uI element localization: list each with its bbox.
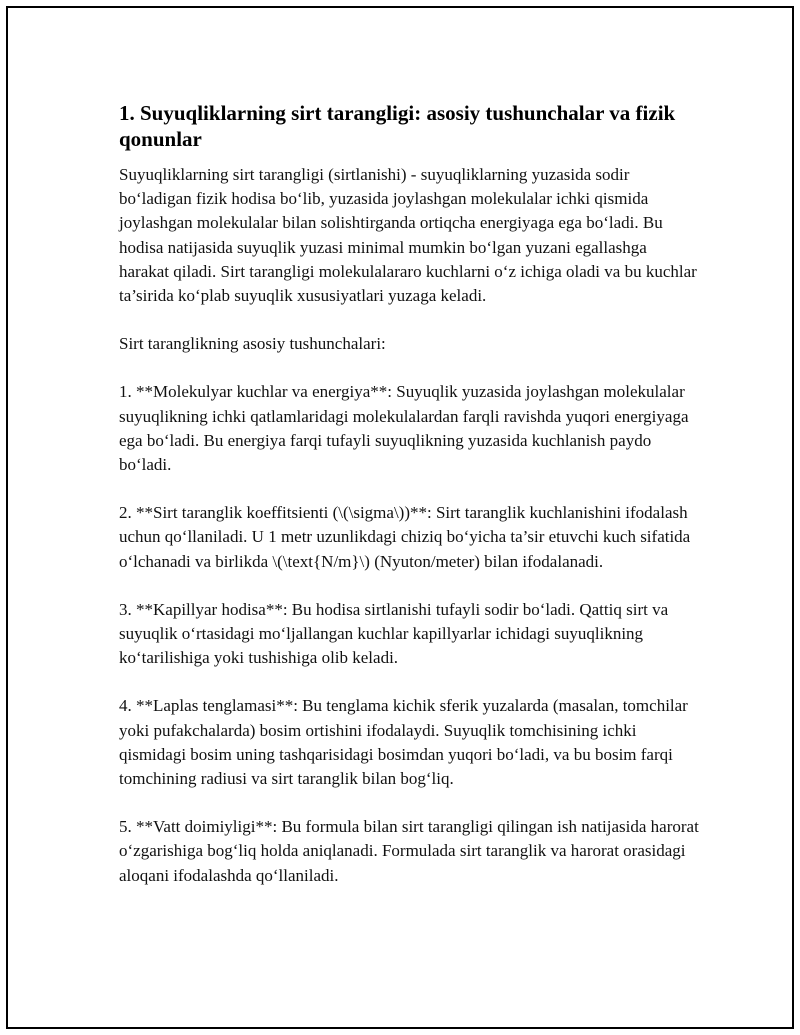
list-item-capillary: 3. **Kapillyar hodisa**: Bu hodisa sirtlanishi tufayli sodir bo‘ladi. Qattiq sirt va suyuqlik o‘rtasidagi mo‘ljallangan kuchlar kapillyarlar ichidagi suyuqlikning ko‘tarilishiga yoki tushishiga olib keladi. (119, 599, 669, 668)
list-item-vatt: 5. **Vatt doimiyligi**: Bu formula bilan sirt tarangligi qilingan ish natijasida harorat o‘zgarishiga bog‘liq holda aniqlanadi. Formulada sirt taranglik va harorat orasidagi aloqani ifodalashda qo‘llaniladi. (119, 817, 699, 885)
list-item-molecular-forces: 1. **Molekulyar kuchlar va energiya**: Suyuqlik yuzasida joylashgan molekulalar suyuqlikning ichki qatlamlaridagi molekulalardan farqli ravishda yuqori energiyaga ega bo‘ladi. Bu energiya farqi tufayli suyuqlikning yuzasida kuchlanish paydo bo‘ladi. (119, 382, 689, 475)
document-body (119, 100, 699, 912)
list-item-tension-coefficient: 2. **Sirt taranglik koeffitsienti (\(\sigma\))**: Sirt taranglik kuchlanishini ifodalash uchun qo‘llaniladi. U 1 metr uzunlikdagi chiziq bo‘yicha ta’sir etuvchi kuch sifatida o‘lchanadi va birlikda \(\text{N/m}\) (Nyuton/meter) bilan ifodalanadi. (119, 503, 691, 571)
list-item-laplace: 4. **Laplas tenglamasi**: Bu tenglama kichik sferik yuzalarda (masalan, tomchilar yoki pufakchalarda) bosim ortishini ifodalaydi. Suyuqlik tomchisining ichki qismidagi bosim uning tashqarisidagi bosimdan yuqori bo‘ladi, va bu bosim farqi tomchining radiusi va sirt taranglik bilan bog‘liq. (119, 696, 688, 789)
intro-paragraph: Suyuqliklarning sirt tarangligi (sirtlanishi) - suyuqliklarning yuzasida sodir bo‘ladigan fizik hodisa bo‘lib, yuzasida joylashgan molekulalar ichki qismida joylashgan molekulalar bilan solishtirganda ortiqcha energiyaga ega bo‘ladi. Bu hodisa natijasida suyuqlik yuzasi minimal mumkin bo‘lgan yuzani egallashga harakat qiladi. Sirt tarangligi molekulalararo kuchlarni o‘z ichiga oladi va bu kuchlar ta’sirida ko‘plab suyuqlik xususiyatlari yuzaga keladi. (119, 165, 697, 306)
concepts-heading-paragraph: Sirt taranglikning asosiy tushunchalari: (119, 334, 386, 354)
page-frame (6, 6, 794, 1029)
document-title: 1. Suyuqliklarning sirt tarangligi: asosiy tushunchalar va fizik qonunlar (119, 101, 676, 151)
